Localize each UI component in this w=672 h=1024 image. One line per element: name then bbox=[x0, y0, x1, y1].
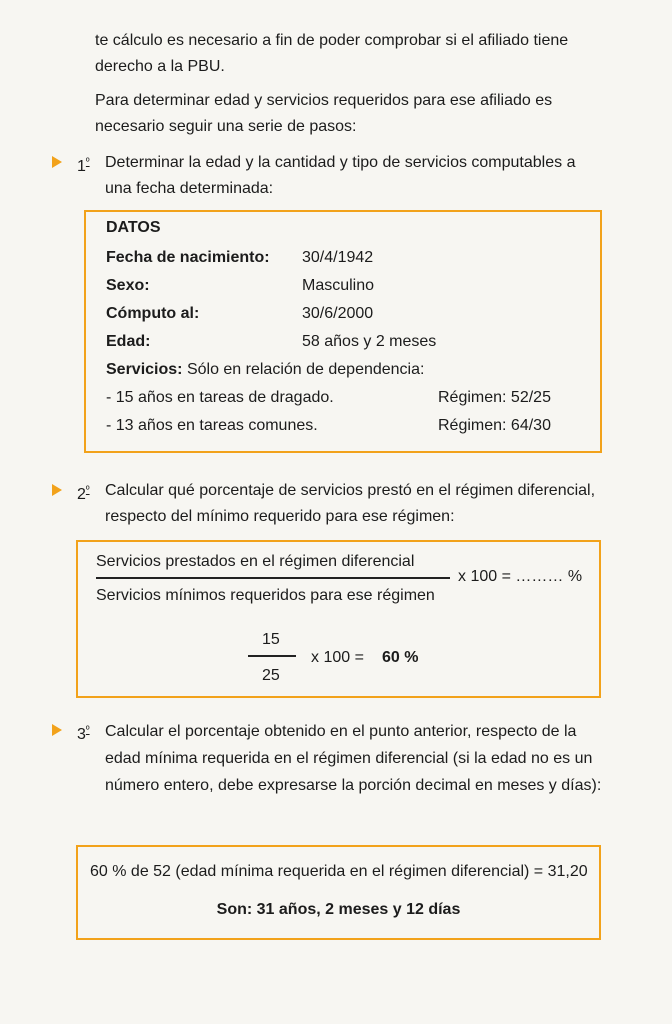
step-text: Calcular el porcentaje obtenido en el punto anterior, respecto de la edad mínima requerida en el régimen diferencial (si la edad no es un número entero, debe expresarse la porción decimal en meses y días): bbox=[105, 723, 602, 794]
example-result: 60 % bbox=[382, 649, 419, 666]
example-times: x 100 = bbox=[311, 649, 364, 666]
service-item-2: - 13 años en tareas comunes. bbox=[106, 417, 318, 434]
intro-paragraph-2: Para determinar edad y servicios requeridos para ese afiliado es necesario seguir una serie de pasos: bbox=[95, 92, 553, 135]
intro-paragraph-1: te cálculo es necesario a fin de poder comprobar si el afiliado tiene derecho a la PBU. bbox=[95, 32, 569, 75]
formula-denominator: Servicios mínimos requeridos para ese régimen bbox=[96, 587, 435, 604]
field-value-sex: Masculino bbox=[302, 277, 375, 294]
step-number: $2^º$ bbox=[77, 485, 90, 503]
formula-box bbox=[76, 540, 601, 698]
step-text: Calcular qué porcentaje de servicios prestó en el régimen diferencial, respecto del mínimo requerido para ese régimen: bbox=[105, 482, 596, 525]
field-value-birthdate: 30/4/1942 bbox=[302, 249, 374, 266]
result-summary: Son: 31 años, 2 meses y 12 días bbox=[216, 901, 461, 918]
arrow-bullet-icon bbox=[52, 156, 62, 168]
formula-numerator: Servicios prestados en el régimen diferencial bbox=[96, 553, 415, 570]
arrow-bullet-icon bbox=[52, 484, 62, 496]
fraction-bar bbox=[96, 577, 450, 579]
datos-heading: DATOS bbox=[106, 219, 161, 236]
example-fraction-bar bbox=[248, 655, 296, 657]
arrow-bullet-icon bbox=[52, 724, 62, 736]
servicios-line bbox=[106, 360, 424, 380]
field-label-computo: Cómputo al: bbox=[106, 305, 200, 322]
step-text: Determinar la edad y la cantidad y tipo de servicios computables a una fecha determinada: bbox=[105, 154, 576, 197]
datos-box bbox=[84, 210, 602, 453]
step-number: $1^º$ bbox=[77, 157, 90, 175]
servicios-label: Servicios: bbox=[106, 361, 183, 378]
step-number: $3^º$ bbox=[77, 725, 90, 743]
servicios-text: Sólo en relación de dependencia: bbox=[186, 361, 425, 378]
service-item-2-regimen: Régimen: 64/30 bbox=[438, 417, 551, 434]
field-value-computo: 30/6/2000 bbox=[302, 305, 374, 322]
formula-times: x 100 = ……… % bbox=[458, 568, 583, 585]
service-item-1-regimen: Régimen: 52/25 bbox=[438, 389, 551, 406]
result-line: 60 % de 52 (edad mínima requerida en el régimen diferencial) = 31,20 bbox=[90, 863, 588, 880]
field-label-sex: Sexo: bbox=[106, 277, 150, 294]
example-denominator: 25 bbox=[262, 667, 280, 684]
service-item-1: - 15 años en tareas de dragado. bbox=[106, 389, 334, 406]
field-label-birthdate: Fecha de nacimiento: bbox=[106, 249, 270, 266]
example-numerator: 15 bbox=[262, 631, 280, 648]
field-value-age: 58 años y 2 meses bbox=[302, 333, 437, 350]
result-box bbox=[76, 845, 601, 940]
field-label-age: Edad: bbox=[106, 333, 151, 350]
